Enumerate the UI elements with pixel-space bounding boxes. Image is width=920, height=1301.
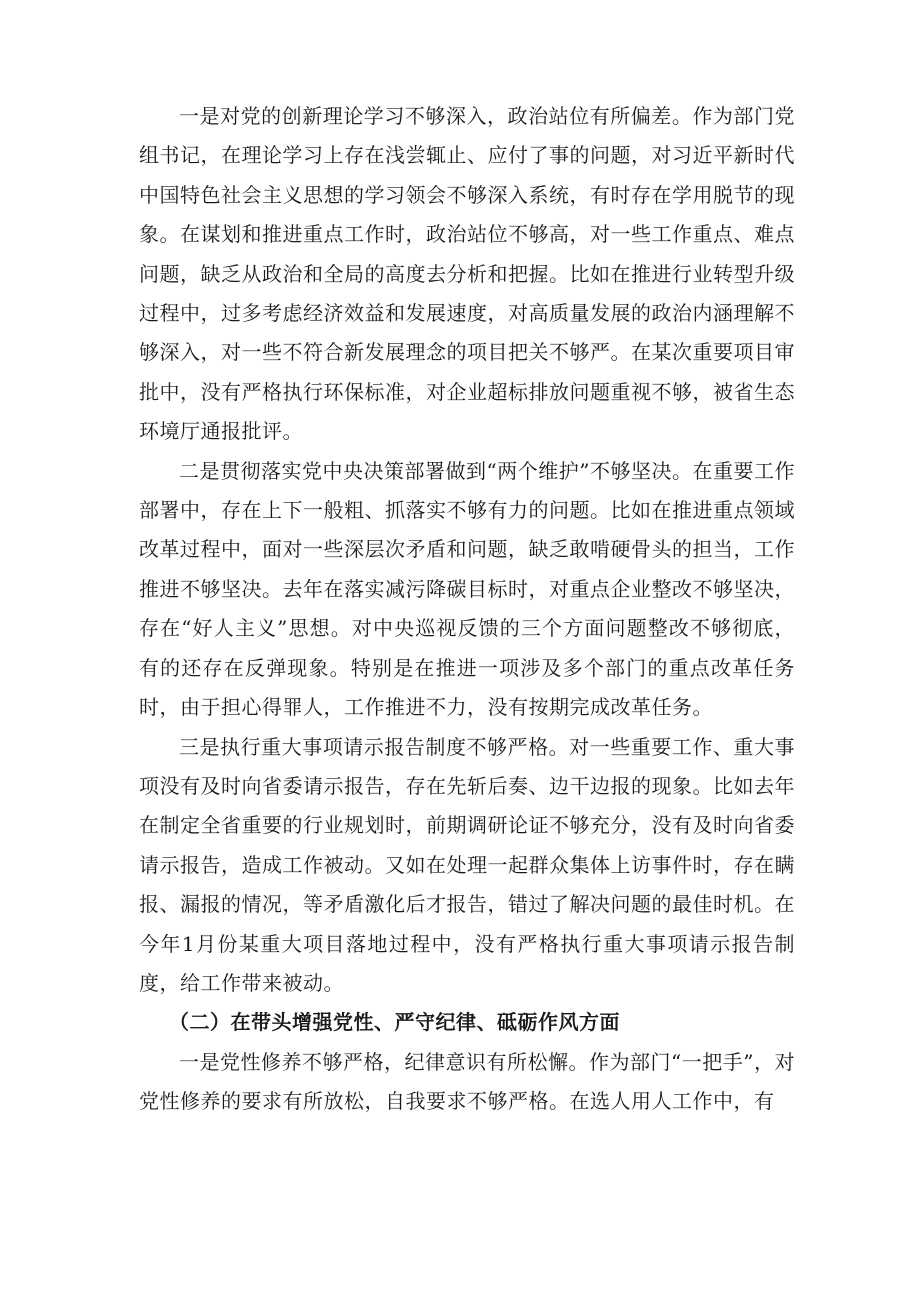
section-heading: （二）在带头增强党性、严守纪律、砥砺作风方面	[169, 1010, 620, 1035]
paragraph-reporting-system: 三是执行重大事项请示报告制度不够严格。对一些重要工作、重大事项没有及时向省委请示报告，存在先斩后奏、边干边报的现象。比如去年在制定全省重要的行业规划时，前期调研论证不够充分，没有及时向省委请示报告，造成工作被动。又如在处理一起群众集体上访事件时，存在瞒报、漏报的情况，等矛盾激化后才报告，错过了解决问题的最佳时机。在今年1月份某重大项目落地过程中，没有严格执行重大事项请示报告制度，给工作带来被动。	[139, 734, 795, 995]
paragraph-political-theory: 一是对党的创新理论学习不够深入，政治站位有所偏差。作为部门党组书记，在理论学习上存在浅尝辄止、应付了事的问题，对习近平新时代中国特色社会主义思想的学习领会不够深入系统，有时存在学用脱节的现象。在谋划和推进重点工作时，政治站位不够高，对一些工作重点、难点问题，缺乏从政治和全局的高度去分析和把握。比如在推进行业转型升级过程中，过多考虑经济效益和发展速度，对高质量发展的政治内涵理解不够深入，对一些不符合新发展理念的项目把关不够严。在某次重要项目审批中，没有严格执行环保标准，对企业超标排放问题重视不够，被省生态环境厅通报批评。	[139, 104, 795, 444]
paragraph-two-safeguards: 二是贯彻落实党中央决策部署做到“两个维护”不够坚决。在重要工作部署中，存在上下一般粗、抓落实不够有力的问题。比如在推进重点领域改革过程中，面对一些深层次矛盾和问题，缺乏敢啃硬骨头的担当，工作推进不够坚决。去年在落实减污降碳目标时，对重点企业整改不够坚决，存在“好人主义”思想。对中央巡视反馈的三个方面问题整改不够彻底，有的还存在反弹现象。特别是在推进一项涉及多个部门的重点改革任务时，由于担心得罪人，工作推进不力，没有按期完成改革任务。	[139, 458, 795, 720]
document-body	[139, 97, 795, 1122]
paragraph-party-spirit: 一是党性修养不够严格，纪律意识有所松懈。作为部门“一把手”，对党性修养的要求有所放松，自我要求不够严格。在选人用人工作中，有	[139, 1049, 795, 1114]
